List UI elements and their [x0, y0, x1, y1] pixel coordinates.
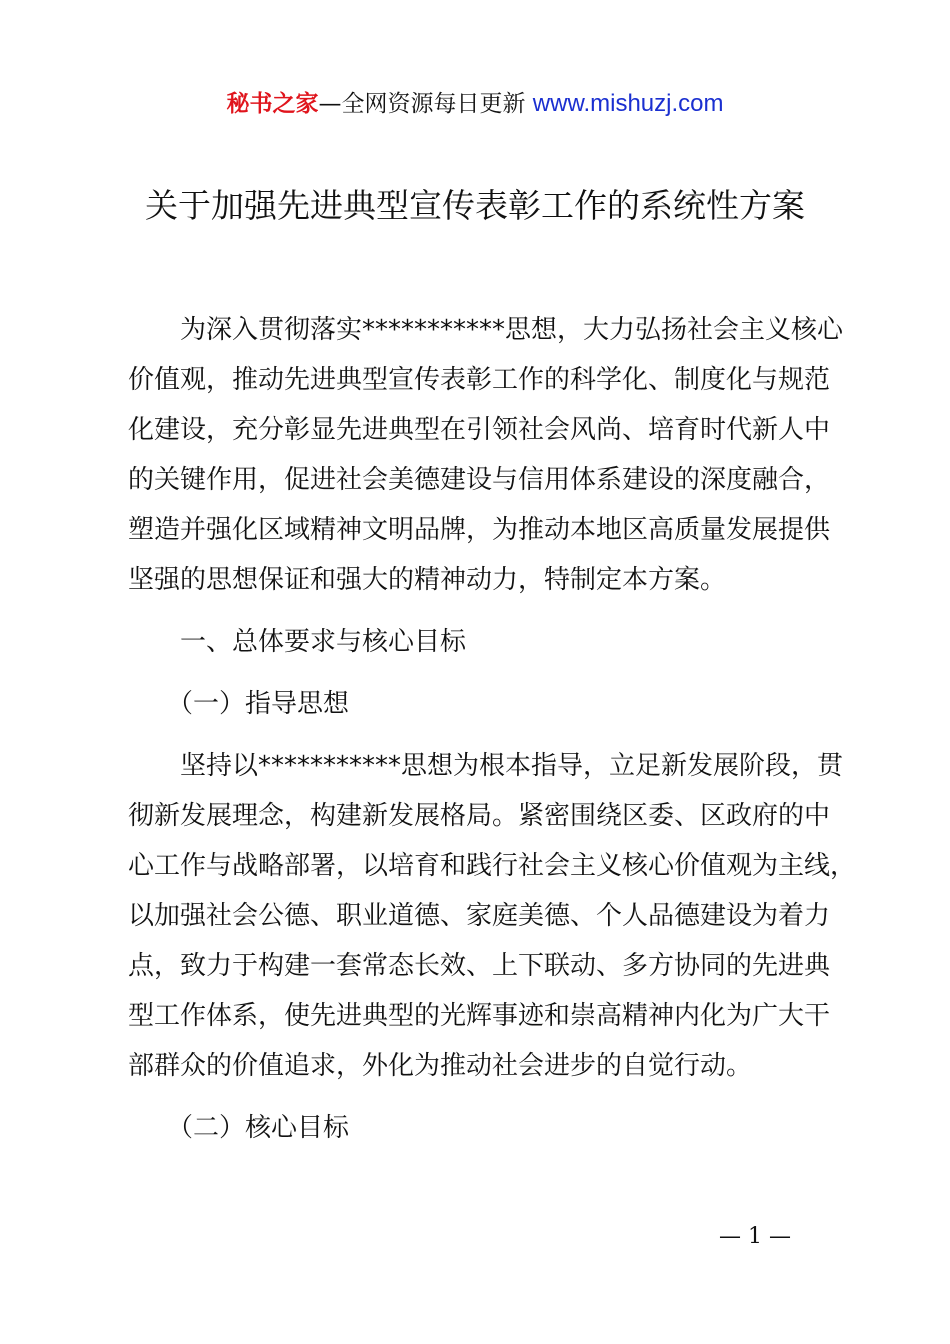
paragraph-line: 以加强社会公德、职业道德、家庭美德、个人品德建设为着力 [128, 901, 831, 931]
paragraph-line: 型工作体系，使先进典型的光辉事迹和崇高精神内化为广大干 [128, 1001, 831, 1031]
site-url-link[interactable]: www.mishuzj.com [532, 90, 724, 117]
section-heading-text: 一、总体要求与核心目标 [128, 627, 467, 657]
paragraph-line: 价值观，推动先进典型宣传表彰工作的科学化、制度化与规范 [128, 365, 831, 395]
page-number: — 1 — [719, 1224, 791, 1249]
subsection-heading-text: （一）指导思想 [128, 689, 350, 719]
paragraph-line: 坚强的思想保证和强大的精神动力，特制定本方案。 [128, 565, 727, 595]
paragraph-line: 点，致力于构建一套常态长效、上下联动、多方协同的先进典 [128, 951, 831, 981]
document-title: 关于加强先进典型宣传表彰工作的系统性方案 [145, 186, 805, 225]
subsection-heading [128, 1103, 838, 1153]
header-tagline: —全网资源每日更新 [318, 91, 526, 117]
section-heading [128, 617, 838, 667]
site-header [0, 88, 950, 120]
paragraph-line: 部群众的价值追求，外化为推动社会进步的自觉行动。 [128, 1051, 753, 1081]
paragraph-line: 心工作与战略部署，以培育和践行社会主义核心价值观为主线， [128, 851, 857, 881]
intro-paragraph [128, 305, 844, 605]
subsection-heading [128, 679, 838, 729]
paragraph-line: 化建设，充分彰显先进典型在引领社会风尚、培育时代新人中 [128, 415, 831, 445]
paragraph-line: 的关键作用，促进社会美德建设与信用体系建设的深度融合， [128, 465, 831, 495]
paragraph-line: 彻新发展理念，构建新发展格局。紧密围绕区委、区政府的中 [128, 801, 831, 831]
paragraph-line: 塑造并强化区域精神文明品牌，为推动本地区高质量发展提供 [128, 515, 831, 545]
paragraph-line: 为深入贯彻落实***********思想，大力弘扬社会主义核心 [128, 315, 844, 345]
subsection-heading-text: （二）核心目标 [128, 1113, 350, 1143]
paragraph-line: 坚持以***********思想为根本指导，立足新发展阶段，贯 [128, 751, 844, 781]
guiding-paragraph [128, 741, 857, 1091]
brand-name: 秘书之家 [226, 91, 319, 117]
